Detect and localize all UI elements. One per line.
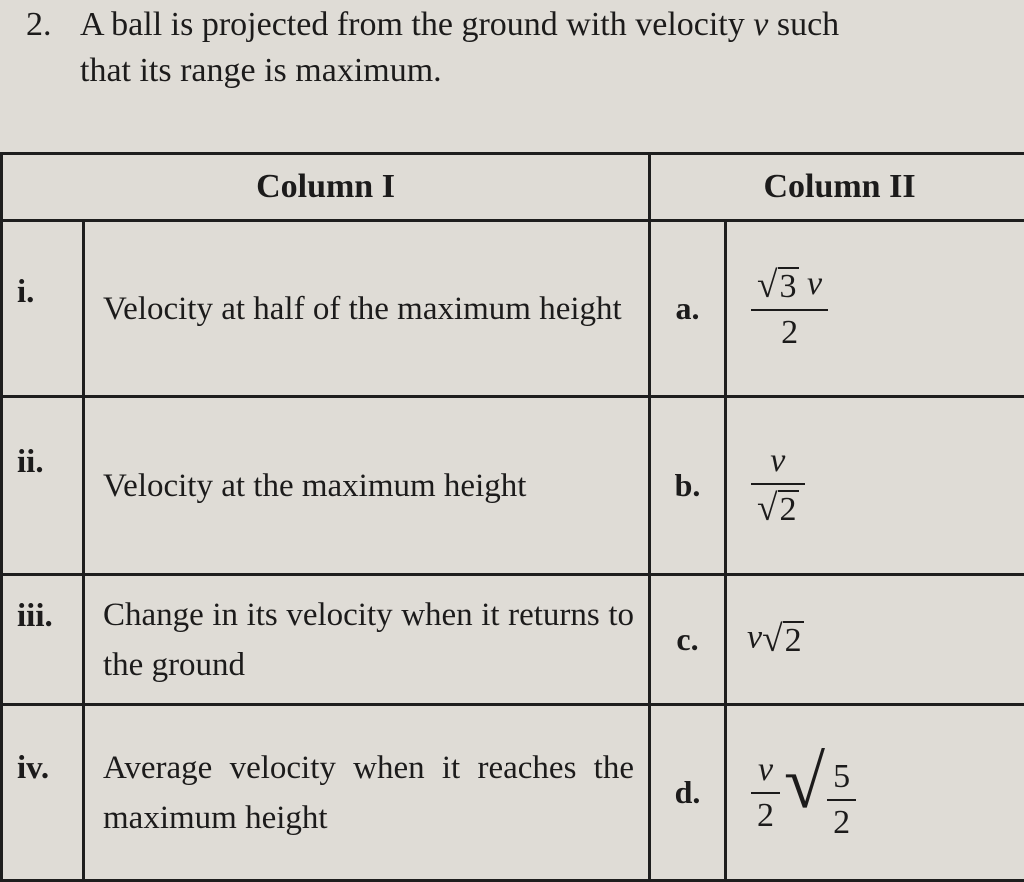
row-description: Velocity at half of the maximum height xyxy=(84,221,650,397)
velocity-symbol: v xyxy=(753,6,768,43)
row-description: Average velocity when it reaches the maximum height xyxy=(84,705,650,881)
table-row xyxy=(2,705,1024,881)
table-row xyxy=(2,221,1024,397)
header-row xyxy=(2,154,1024,221)
row-letter: c. xyxy=(650,575,726,705)
answer-d xyxy=(726,705,1024,881)
answer-a xyxy=(726,221,1024,397)
row-description: Velocity at the maximum height xyxy=(84,397,650,575)
fraction: $\frac{v}{2}$ xyxy=(751,748,780,838)
row-numeral: i. xyxy=(2,221,84,397)
table-row xyxy=(2,397,1024,575)
match-table xyxy=(0,152,1024,882)
table-row xyxy=(2,575,1024,705)
square-root: √ $\frac{5}{2}$ xyxy=(784,740,858,844)
question-text-line2: that its range is maximum. xyxy=(80,48,442,94)
answer-c: v√2 xyxy=(726,575,1024,705)
fraction: $\frac{√3 v}{2}$ xyxy=(751,262,828,355)
column-1-header: Column I xyxy=(2,154,650,221)
row-numeral: iii. xyxy=(2,575,84,705)
row-description: Change in its velocity when it returns to the ground xyxy=(84,575,650,705)
row-letter: d. xyxy=(650,705,726,881)
question-number: 2. xyxy=(26,2,52,48)
column-2-header: Column II xyxy=(650,154,1024,221)
question-text-line1: A ball is projected from the ground with velocity v such xyxy=(80,2,1024,48)
row-numeral: iv. xyxy=(2,705,84,881)
answer-b xyxy=(726,397,1024,575)
row-letter: a. xyxy=(650,221,726,397)
row-letter: b. xyxy=(650,397,726,575)
row-numeral: ii. xyxy=(2,397,84,575)
fraction: $\frac{v}{√2}$ xyxy=(751,439,805,532)
